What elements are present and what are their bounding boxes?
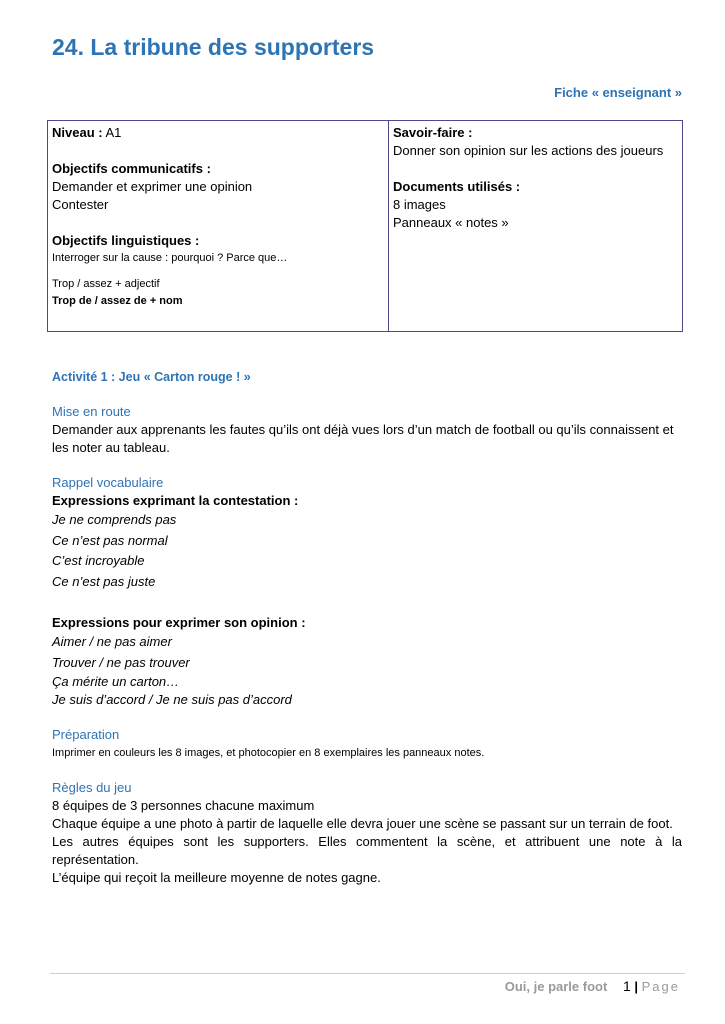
footer-page-number: 1: [622, 978, 631, 994]
contest-title: Expressions exprimant la contestation :: [52, 493, 299, 508]
niveau-label: Niveau :: [52, 125, 103, 140]
opinion-item: Aimer / ne pas aimer: [52, 634, 172, 649]
info-table-right-cell: [389, 121, 682, 331]
opinion-item: Ça mérite un carton…: [52, 674, 180, 689]
obj-ling-item: Trop / assez + adjectif: [52, 278, 160, 290]
regles-line: Chaque équipe a une photo à partir de laquelle elle devra jouer une scène se passant sur un terrain de foot.: [52, 816, 673, 831]
opinion-item: Je suis d’accord / Je ne suis pas d’accord: [52, 692, 292, 707]
niveau-value: A1: [102, 125, 122, 140]
section-heading-mise-en-route: Mise en route: [52, 404, 131, 419]
niveau-line: [52, 124, 384, 142]
mise-en-route-text: Demander aux apprenants les fautes qu’ils ont déjà vues lors d’un match de football ou qu’ils connaissent et les noter au tableau.: [52, 422, 674, 455]
regles-line: Les autres équipes sont les supporters. Elles commentent la scène, et attribuent une note à la représentation.: [52, 834, 682, 867]
savoir-value: Donner son opinion sur les actions des joueurs: [393, 143, 664, 158]
contest-item: C’est incroyable: [52, 553, 145, 568]
savoir-title: Savoir-faire :: [393, 125, 473, 140]
obj-comm-item: Demander et exprimer une opinion: [52, 179, 253, 194]
footer-document-name: Oui, je parle foot: [504, 979, 608, 994]
regles-line: L’équipe qui reçoit la meilleure moyenne de notes gagne.: [52, 870, 381, 885]
docs-title: Documents utilisés :: [393, 179, 521, 194]
contest-item: Je ne comprends pas: [52, 512, 177, 527]
obj-comm-item: Contester: [52, 197, 109, 212]
footer-separator: |: [634, 979, 638, 994]
docs-item: Panneaux « notes »: [393, 215, 509, 230]
obj-ling-title: Objectifs linguistiques :: [52, 233, 200, 248]
preparation-text: Imprimer en couleurs les 8 images, et photocopier en 8 exemplaires les panneaux notes.: [52, 747, 485, 759]
footer-page-label: Page: [641, 979, 680, 994]
contest-item: Ce n’est pas normal: [52, 532, 168, 548]
info-table: [47, 120, 683, 332]
activity-title: Activité 1 : Jeu « Carton rouge ! »: [52, 370, 251, 384]
page-title: 24. La tribune des supporters: [52, 34, 375, 60]
regles-line: 8 équipes de 3 personnes chacune maximum: [52, 798, 315, 813]
section-heading-rappel: Rappel vocabulaire: [52, 475, 164, 490]
opinion-item: Trouver / ne pas trouver: [52, 654, 190, 670]
section-heading-preparation: Préparation: [52, 727, 120, 742]
obj-comm-title: Objectifs communicatifs :: [52, 161, 211, 176]
info-table-left-cell: [48, 121, 389, 331]
fiche-label: Fiche « enseignant »: [554, 85, 682, 100]
contest-item: Ce n’est pas juste: [52, 573, 156, 589]
docs-item: 8 images: [393, 197, 446, 212]
main-content: [52, 368, 682, 887]
footer-divider: [50, 973, 685, 974]
obj-ling-item: Trop de / assez de + nom: [52, 295, 183, 307]
opinion-title: Expressions pour exprimer son opinion :: [52, 615, 306, 630]
obj-ling-item: Interroger sur la cause : pourquoi ? Parce que…: [52, 252, 288, 264]
page-footer: [505, 978, 680, 994]
section-heading-regles: Règles du jeu: [52, 780, 132, 795]
